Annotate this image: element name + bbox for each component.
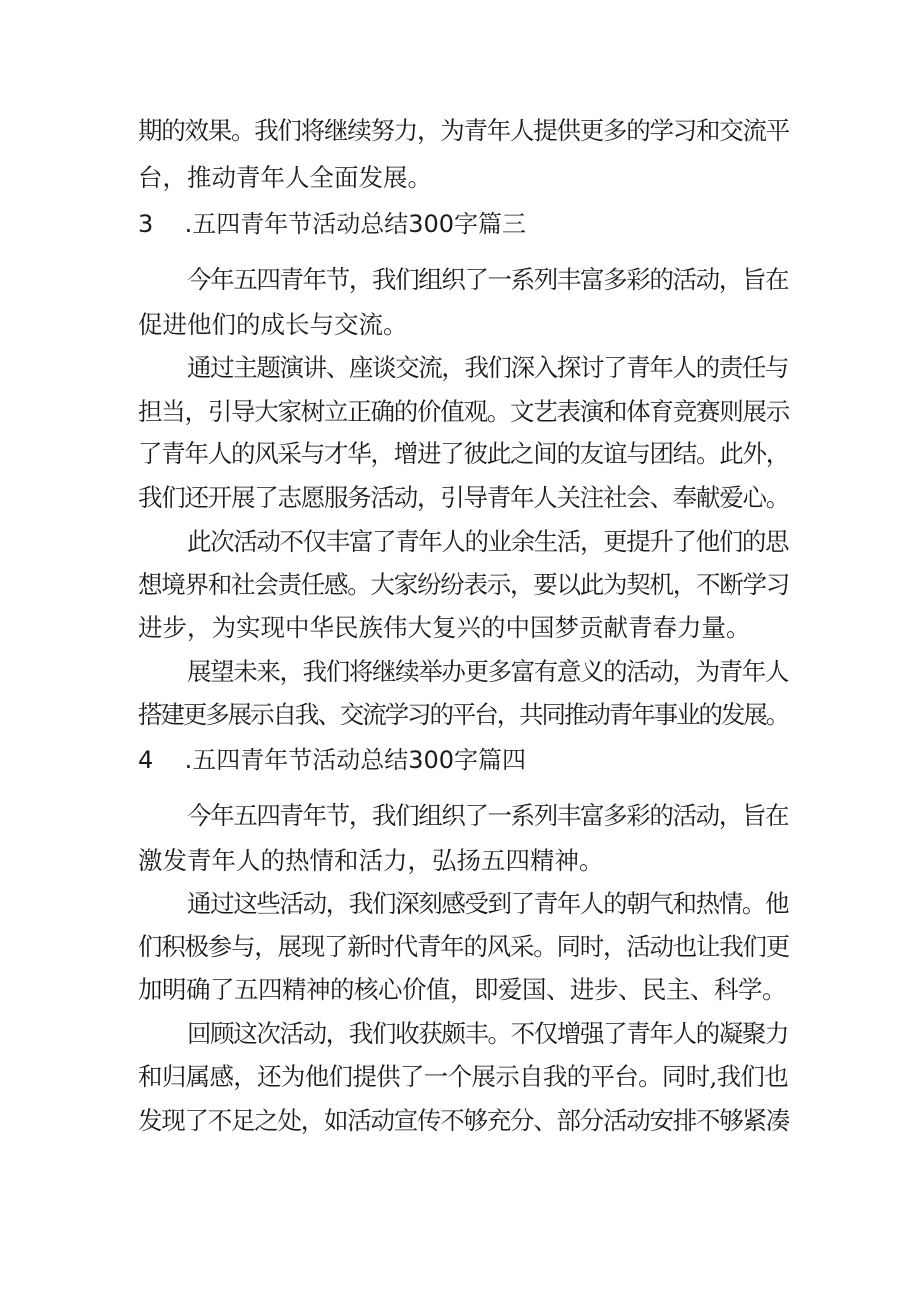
heading-text: .五四青年节活动总结300字篇四: [184, 746, 526, 774]
text-line: 和归属感，还为他们提供了一个展示自我的平台。同时,我们也: [138, 1062, 788, 1091]
text-line: 今年五四青年节，我们组织了一系列丰富多彩的活动，旨在: [187, 265, 788, 294]
text-line: 此次活动不仅丰富了青年人的业余生活，更提升了他们的思: [187, 527, 788, 556]
text-line: 们积极参与，展现了新时代青年的风采。同时，活动也让我们更: [138, 932, 789, 961]
text-line: 加明确了五四精神的核心价值，即爱国、进步、民主、科学。: [138, 975, 786, 1004]
heading-number: 4: [138, 746, 154, 774]
text-line: 期的效果。我们将继续努力，为青年人提供更多的学习和交流平: [138, 116, 789, 145]
text-line: 回顾这次活动，我们收获颇丰。不仅增强了青年人的凝聚力: [187, 1019, 788, 1048]
text-line: 展望未来，我们将继续举办更多富有意义的活动，为青年人: [187, 657, 788, 686]
text-line: 发现了不足之处，如活动宣传不够充分、部分活动安排不够紧凑: [138, 1106, 789, 1135]
text-line: 想境界和社会责任感。大家纷纷表示，要以此为契机，不断学习: [138, 570, 789, 599]
section-heading: [138, 742, 526, 778]
text-line: 促进他们的成长与交流。: [138, 310, 408, 339]
text-line: 我们还开展了志愿服务活动，引导青年人关注社会、奉献爱心。: [138, 483, 789, 512]
text-line: 进步，为实现中华民族伟大复兴的中国梦贡献青春力量。: [138, 613, 751, 642]
text-line: 搭建更多展示自我、交流学习的平台，共同推动青年事业的发展。: [138, 700, 788, 729]
section-heading: [138, 206, 526, 242]
text-line: 今年五四青年节，我们组织了一系列丰富多彩的活动，旨在: [187, 801, 788, 830]
text-line: 激发青年人的热情和活力，弘扬五四精神。: [138, 846, 604, 875]
heading-text: .五四青年节活动总结300字篇三: [184, 210, 526, 238]
text-line: 担当，引导大家树立正确的价值观。文艺表演和体育竞赛则展示: [138, 397, 789, 426]
text-line: 了青年人的风采与才华，增进了彼此之间的友谊与团结。此外，: [138, 439, 789, 468]
heading-number: 3: [138, 210, 154, 238]
text-line: 通过主题演讲、座谈交流，我们深入探讨了青年人的责任与: [187, 353, 788, 382]
text-line: 通过这些活动，我们深刻感受到了青年人的朝气和热情。他: [187, 889, 788, 918]
text-line: 台，推动青年人全面发展。: [138, 163, 432, 192]
